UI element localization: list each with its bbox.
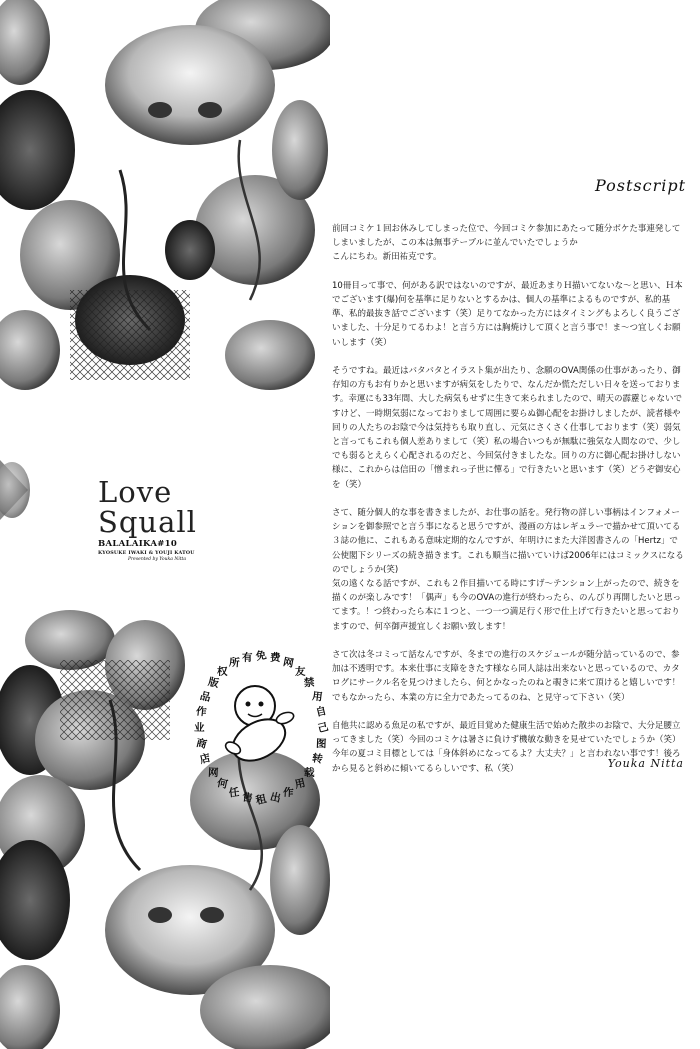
- logo-title: Love Squall: [98, 475, 197, 539]
- scanlation-stamp: [193, 648, 343, 816]
- stamp-char: 业: [193, 721, 205, 735]
- paragraph: さて次は冬コミって話なんですが、冬までの進行のスケジュールが随分詰っているので、参加は不透明です。本来仕事に支障をきたす様なら同人誌は出来ないと思っているので、カタログにサークル名を見つけましたら、何とかなったのねと覗きに来て頂けると嬉しいです！でもなかったら、本業の方に全力であたってるのね、と見守って下さい（笑）: [332, 650, 681, 703]
- logo-credit: Presented by Youka Nitta: [128, 557, 187, 562]
- stamp-char: 友: [294, 665, 306, 678]
- postscript-title: Postscript: [595, 176, 686, 195]
- stamp-char: 自: [315, 704, 329, 720]
- paragraph: さて、随分個人的な事を書きましたが、お仕事の話を。発行物の詳しい事柄はインフォメーションを御参照でと言う事になると思うですが、漫画の方はレギュラーで描かせて頂いてる３誌の他に、これもある意味定期的なんですが、年明けにまた大洋図書さんの「Hertz」で公使閣下シリーズの続き描きます。これも順当に描いていけば2006年にはコミックスになるのでしょうか(笑) 気の遠くなる話ですが、これも２作目描いてる時にすげ〜テンション上がったので、続きを描くのが楽しみです！「偶声」も今のOVAの進行が終わったら、のんびり再開したいと思ってます。！つ終わったら本に１つと、一つ一つ満足行く形で仕上げて行きたいと思っておりますので、何卒御声援宜しくお願い致します！: [332, 508, 684, 632]
- book-logo: [98, 477, 268, 562]
- stamp-char: 转: [311, 752, 324, 766]
- stamp-char: 商: [194, 736, 208, 752]
- stamp-char: 品: [198, 689, 212, 704]
- stamp-char: 所: [228, 656, 241, 670]
- stamp-char: 免: [254, 649, 268, 663]
- stamp-char: 禁: [303, 676, 316, 690]
- stamp-char: 任: [228, 786, 241, 800]
- stamp-char: 版: [206, 676, 220, 691]
- stamp-char: 图: [316, 737, 328, 751]
- stamp-char: 用: [311, 690, 324, 704]
- paragraph: 10冊目って事で、何がある訳ではないのですが、最近あまりＨ描いてないな〜と思い、Ｈ本でございます(爆)何を基準に足りないとするかは、個人の基準によるものですが、私的基準、私的最抜き話でございます（笑）足りてなかった方にはタイミングもよろしく良うございました、十分足りてるわよ！と言う方には胸焼けして頂くと言う事で！ま〜つ宜しくお願いします（笑）: [332, 280, 683, 348]
- stamp-char: 费: [269, 651, 281, 664]
- stamp-char: 用: [293, 777, 307, 792]
- stamp-char: 权: [217, 665, 228, 678]
- stamp-char: 有: [242, 651, 253, 664]
- stamp-char: 网: [207, 766, 219, 780]
- paragraph: そうですね。最近はバタバタとイラスト集が出たり、念願のOVA関係の仕事があったり、御存知の方もお有りかと思いますが病気をしたりで、なんだか慌ただしい日々を送っております。幸運にも33年間、大した病気もせずに生きて来られましたので、晴天の霹靂じゃないですけど、一時期気弱になっておりまして周囲に要らぬ御心配をお掛けしましたが、読者様や回りの人たちのお陰で今は気持ちも取り直し、元気にさくさく仕事しております（笑）弱気と言ってもこれも個人差ありまして（笑）私の場合いつもが無駄に強気な人間なので、少しでも弱るとえらく心配されるのだと、今回気付きましたな。回りの方に御心配お掛けしない様に、これからは信田の「憎まれっ子世に憚る」で行きたいと思います（笑）どうぞ御安心を（笑）: [332, 366, 682, 490]
- paragraph: 前回コミケ１回お休みしてしまった位で、今回コミケ参加にあたって随分ボケた事連発してしまいましたが、この本は無事テーブルに並んでいたでしょうか こんにちわ。新田祐克です。: [332, 224, 681, 263]
- author-signature: Youka Nitta: [607, 757, 684, 770]
- stamp-char: 租: [254, 792, 268, 808]
- paragraph: 自他共に認める魚足の私ですが、最近目覚めた健康生活で始めた散歩のお陰で、大分足腰立ってきました（笑）今回のコミケは暑さに負けず機敏な動きを見せていたでしょうか（笑）今年の夏コミ目標としては「身体斜めになってるよ？大丈夫？」と言われない事です！後ろから見ると斜めに傾いてるらしいです、私（笑）: [332, 721, 681, 774]
- stamp-char: 出: [268, 791, 282, 806]
- stamp-char: 售: [241, 791, 254, 805]
- stamp-char: 店: [198, 752, 212, 767]
- logo-character-names: KYOSUKE IWAKI & YOUJI KATOU: [98, 550, 195, 556]
- stamp-char: 何: [216, 777, 230, 792]
- stamp-char: 载: [304, 766, 315, 779]
- stamp-char: 作: [195, 705, 207, 719]
- stamp-char: 作: [282, 786, 294, 800]
- stamp-char: 网: [281, 656, 295, 671]
- logo-circle-name: BALALAIKA#10: [98, 539, 178, 549]
- postscript-body: [332, 222, 684, 790]
- stamp-char: 己: [316, 720, 330, 736]
